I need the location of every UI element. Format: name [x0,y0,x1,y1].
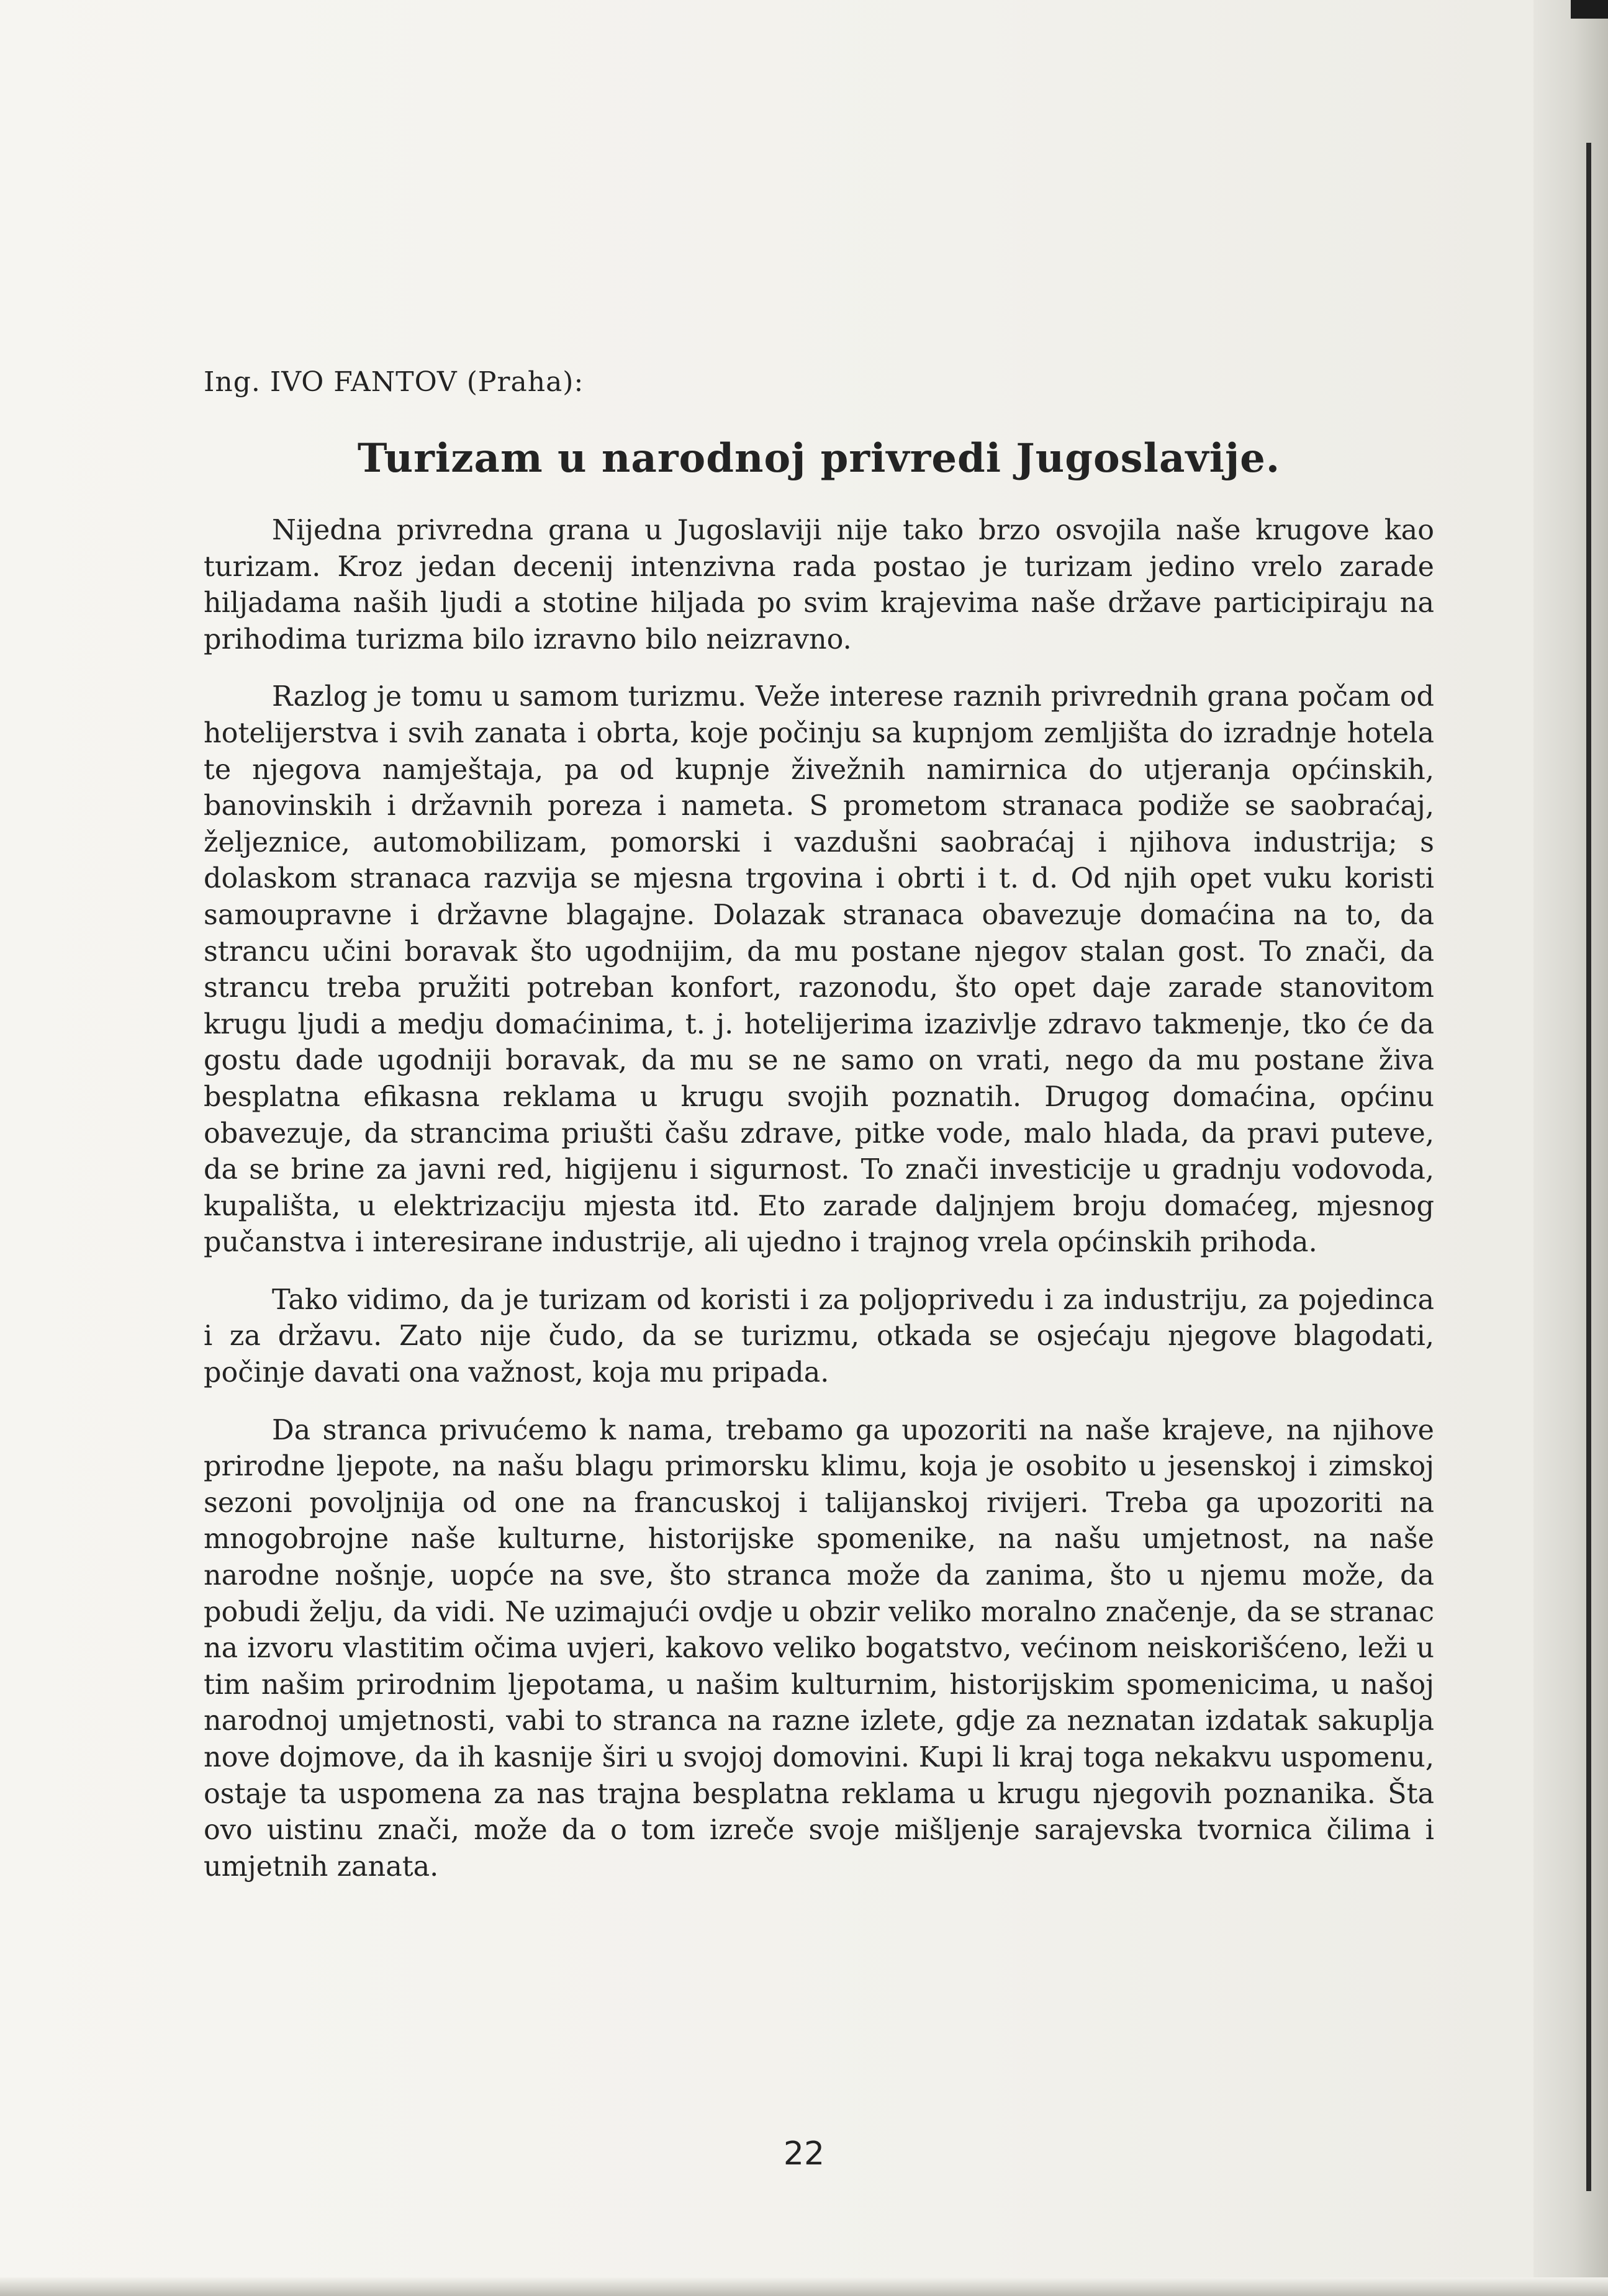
paragraph-4: Da stranca privućemo k nama, trebamo ga upozoriti na naše krajeve, na njihove prirodne ljepote, na našu blagu primorsku klimu, koja je osobito u jesenskoj i zimskoj sezoni povoljnija od one na francuskoj i talijanskoj rivijeri. Treba ga upozoriti na mnogobrojne naše kulturne, historijske spomenike, na našu umjetnost, na naše narodne nošnje, uopće na sve, što stranca može da zanima, što u njemu može, da pobudi želju, da vidi. Ne uzimajući ovdje u obzir veliko moralno značenje, da se stranac na izvoru vlastitim očima uvjeri, kakovo veliko bogatstvo, većinom neiskorišćeno, leži u tim našim prirodnim ljepotama, u našim kulturnim, historijskim spomenicima, u našoj narodnoj umjetnosti, vabi to stranca na razne izlete, gdje za neznatan izdatak sakuplja nove dojmove, da ih kasnije širi u svojoj domovini. Kupi li kraj toga nekakvu uspomenu, ostaje ta uspomena za nas trajna besplatna reklama u krugu njegovih poznanika. Šta ovo uistinu znači, može da o tom izreče svoje mišljenje sarajevska tvornica čilima i umjetnih zanata. [204,1414,1434,1883]
page-number: 22 [783,2135,825,2172]
page-bottom-edge [0,2277,1608,2296]
page-edge-shadow [1533,0,1608,2296]
author-byline: Ing. IVO FANTOV (Praha): [204,366,584,398]
paragraph-2: Razlog je tomu u samom turizmu. Veže interese raznih privrednih grana počam od hotelijerstva i svih zanata i obrta, koje počinju sa kupnjom zemljišta do izradnje hotela te njegova namještaja, pa od kupnje živežnih namirnica do utjeranja općinskih, banovinskih i državnih poreza i nameta. S prometom stranaca podiže se saobraćaj, željeznice, automobilizam, pomorski i vazdušni saobraćaj i njihova industrija; s dolaskom stranaca razvija se mjesna trgovina i obrti i t. d. Od njih opet vuku koristi samoupravne i državne blagajne. Dolazak stranaca obavezuje domaćina na to, da strancu učini boravak što ugodnijim, da mu postane njegov stalan gost. To znači, da strancu treba pružiti potreban konfort, razonodu, što opet daje zarade stanovitom krugu ljudi a medju domaćinima, t. j. hotelijerima izazivlje zdravo takmenje, tko će da gostu dade ugodniji boravak, da mu se ne samo on vrati, nego da mu postane živa besplatna efikasna reklama u krugu svojih poznatih. Drugog domaćina, općinu obavezuje, da strancima priušti čašu zdrave, pitke vode, malo hlada, da pravi puteve, da se brine za javni red, higijenu i sigurnost. To znači investicije u gradnju vodovoda, kupališta, u elektrizaciju mjesta itd. Eto zarade daljnjem broju domaćeg, mjesnog pučanstva i interesirane industrije, ali ujedno i trajnog vrela općinskih prihoda. [204,681,1434,1259]
paragraph-3: Tako vidimo, da je turizam od koristi i za poljoprivedu i za industriju, za pojedinca i za državu. Zato nije čudo, da se turizmu, otkada se osjećaju njegove blagodati, počinje davati ona važnost, koja mu pripada. [204,1284,1434,1389]
paragraph-1: Nijedna privredna grana u Jugoslaviji nije tako brzo osvojila naše krugove kao turizam. Kroz jedan decenij intenzivna rada postao je turizam jedino vrelo zarade hiljadama naših ljudi a stotine hiljada po svim krajevima naše države participiraju na prihodima turizma bilo izravno bilo neizravno. [204,515,1434,655]
binding-line [1586,143,1591,2191]
scan-corner-mark [1571,0,1608,19]
article [204,366,1434,1906]
article-title: Turizam u narodnoj privredi Jugoslavije. [357,435,1281,482]
